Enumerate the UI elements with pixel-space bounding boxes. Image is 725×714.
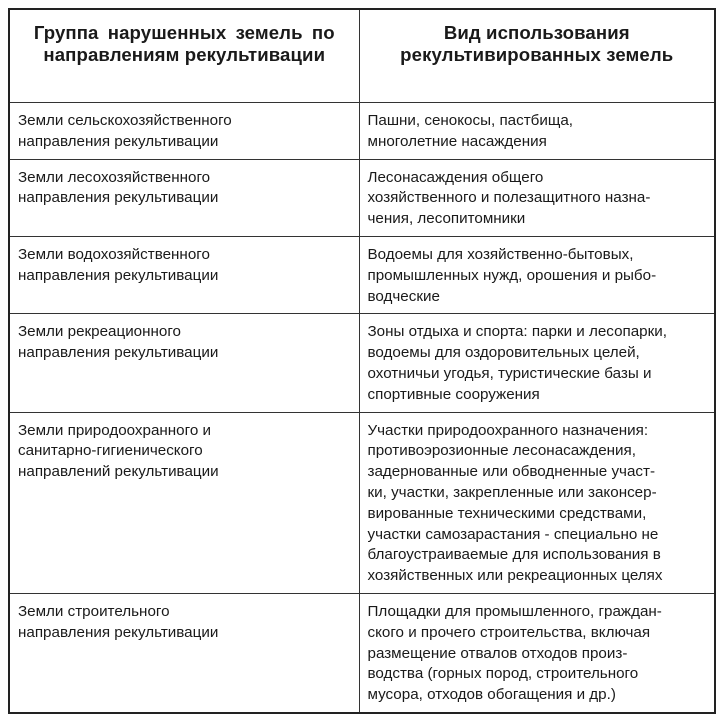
- header-line: Группа нарушенных земель по: [33, 22, 335, 43]
- cell-line: направления рекультивации: [18, 344, 219, 362]
- cell-line: Лесонасаждения общего: [367, 168, 544, 186]
- header-line: рекультивированных земель: [400, 44, 674, 65]
- cell-line: спортивные сооружения: [367, 385, 540, 403]
- cell-line: направлений рекультивации: [18, 463, 219, 481]
- cell-line: противоэрозионные лесонасаждения,: [367, 442, 636, 460]
- cell-line: водства (горных пород, строительного: [367, 665, 639, 683]
- cell-line: ского и прочего строительства, включая: [367, 623, 651, 641]
- cell-line: мусора, отходов обогащения и др.): [367, 686, 616, 704]
- cell-usage: [359, 236, 715, 313]
- cell-line: Земли рекреационного: [18, 323, 182, 341]
- cell-line: водческие: [367, 287, 440, 305]
- cell-line: ки, участки, закрепленные или законсер-: [367, 483, 657, 501]
- cell-line: Земли природоохранного и: [18, 421, 211, 439]
- cell-line: Земли лесохозяйственного: [18, 168, 211, 186]
- cell-line: охотничьи угодья, туристические базы и: [367, 364, 652, 382]
- cell-line: задернованные или обводненные участ-: [367, 463, 656, 481]
- cell-land-group: [9, 314, 359, 412]
- cell-line: многолетние насаждения: [367, 132, 547, 150]
- cell-line: участки самозарастания - специально не: [367, 525, 659, 543]
- cell-land-group: [9, 103, 359, 160]
- cell-line: Пашни, сенокосы, пастбища,: [367, 112, 574, 129]
- cell-line: водоемы для оздоровительных целей,: [367, 344, 640, 362]
- cell-line: чения, лесопитомники: [367, 210, 526, 228]
- table-header-row: [9, 9, 715, 103]
- cell-line: Земли строительного: [18, 602, 170, 620]
- table-row: [9, 236, 715, 313]
- cell-land-group: [9, 593, 359, 712]
- cell-line: благоустраиваемые для использования в: [367, 546, 661, 564]
- table-row: [9, 314, 715, 412]
- cell-line: Площадки для промышленного, граждан-: [367, 602, 662, 620]
- table-row: [9, 412, 715, 593]
- cell-land-group: [9, 159, 359, 236]
- cell-line: хозяйственного и полезащитного назна-: [367, 189, 651, 207]
- cell-usage: [359, 593, 715, 712]
- cell-line: Участки природоохранного назначения:: [367, 421, 649, 439]
- cell-line: вированные техническими средствами,: [367, 504, 647, 522]
- cell-line: промышленных нужд, орошения и рыбо-: [367, 266, 657, 284]
- cell-usage: [359, 103, 715, 160]
- cell-line: направления рекультивации: [18, 189, 219, 207]
- cell-line: санитарно-гигиенического: [18, 442, 203, 460]
- cell-line: Земли водохозяйственного: [18, 245, 210, 263]
- cell-line: направления рекультивации: [18, 623, 219, 641]
- cell-line: Зоны отдыха и спорта: парки и лесопарки,: [367, 323, 667, 341]
- cell-land-group: [9, 412, 359, 593]
- cell-line: направления рекультивации: [18, 132, 219, 150]
- header-line: Вид использования: [443, 22, 630, 43]
- reclamation-table: [8, 8, 716, 714]
- cell-line: Водоемы для хозяйственно-бытовых,: [367, 245, 634, 263]
- cell-line: Земли сельскохозяйственного: [18, 112, 232, 129]
- cell-line: хозяйственных или рекреационных целях: [367, 567, 663, 585]
- table-row: [9, 103, 715, 160]
- cell-line: направления рекультивации: [18, 266, 219, 284]
- cell-usage: [359, 314, 715, 412]
- cell-usage: [359, 412, 715, 593]
- header-land-group: [9, 9, 359, 103]
- header-usage-type: [359, 9, 715, 103]
- cell-land-group: [9, 236, 359, 313]
- cell-usage: [359, 159, 715, 236]
- header-line: направлениям рекультивации: [43, 44, 326, 65]
- table-row: [9, 159, 715, 236]
- cell-line: размещение отвалов отходов произ-: [367, 644, 628, 662]
- table-row: [9, 593, 715, 712]
